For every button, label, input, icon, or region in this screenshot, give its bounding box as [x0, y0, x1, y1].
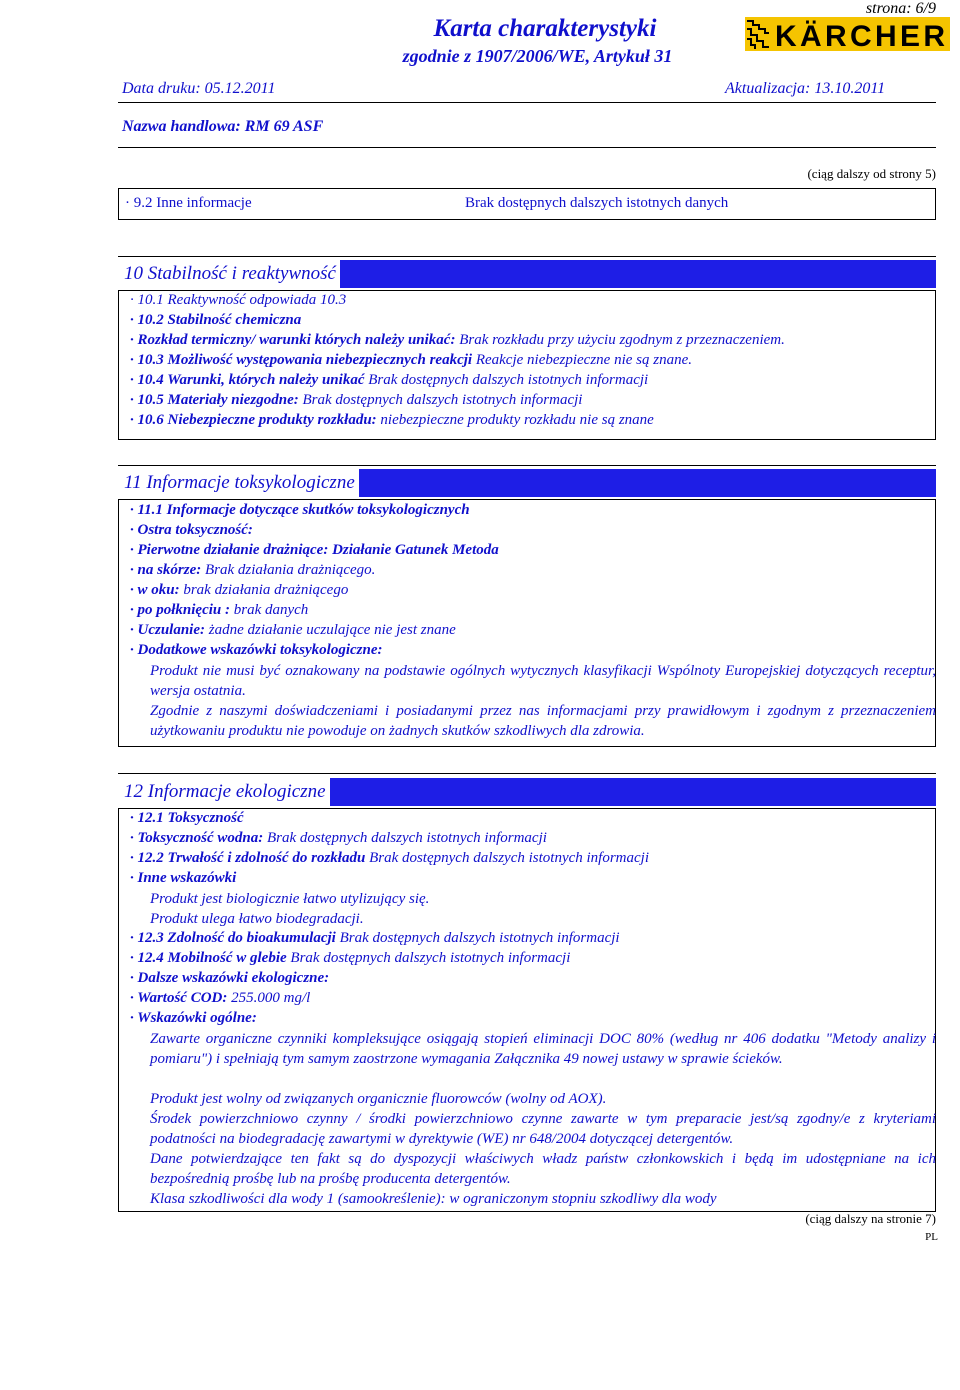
update-date: Aktualizacja: 13.10.2011: [725, 80, 886, 97]
s11-swallow: · po połknięciu : brak danych: [130, 602, 309, 618]
s12-para-1: Produkt jest biologicznie łatwo utylizujący się.: [150, 891, 430, 907]
karcher-logo: [745, 17, 950, 51]
s11-sensitisation: · Uczulanie: żadne działanie uczulające nie jest znane: [130, 622, 456, 638]
s12-toxicity: · 12.1 Toksyczność: [130, 810, 244, 826]
s11-skin: · na skórze: Brak działania drażniącego.: [130, 562, 376, 578]
language-code: PL: [925, 1231, 938, 1243]
s12-para-2: Produkt ulega łatwo biodegradacji.: [150, 911, 364, 927]
document-title: Karta charakterystyki: [433, 15, 657, 42]
s12-mobility: · 12.4 Mobilność w glebie Brak dostępnych dalszych istotnych informacji: [130, 950, 571, 966]
s12-bioaccumulation: · 12.3 Zdolność do bioakumulacji Brak dostępnych dalszych istotnych informacji: [130, 930, 620, 946]
continued-from: (ciąg dalszy od strony 5): [807, 166, 936, 181]
s10-hazard-reactions: · 10.3 Możliwość występowania niebezpiecznych reakcji Reakcje niebezpieczne nie są znane.: [130, 352, 692, 368]
trade-name: Nazwa handlowa: RM 69 ASF: [122, 118, 324, 135]
s12-para-4: Produkt jest wolny od związanych organicznie fluorowców (wolny od AOX).: [150, 1091, 607, 1107]
continued-to: (ciąg dalszy na stronie 7): [805, 1211, 936, 1226]
section-9-2-label: · 9.2 Inne informacje: [125, 195, 252, 211]
s11-irritation: · Pierwotne działanie drażniące: Działanie Gatunek Metoda: [130, 542, 499, 558]
trade-name-divider: [118, 147, 936, 148]
section-9-2-value: Brak dostępnych dalszych istotnych danych: [465, 195, 729, 211]
section-11-header: [118, 469, 936, 497]
section-11-title: 11 Informacje toksykologiczne: [118, 469, 359, 497]
s12-cod: · Wartość COD: 255.000 mg/l: [130, 990, 311, 1006]
s10-conditions: · 10.4 Warunki, których należy unikać Brak dostępnych dalszych istotnych informacji: [130, 372, 649, 388]
section-12-header: [118, 778, 936, 806]
s11-acute: · Ostra toksyczność:: [130, 522, 253, 538]
section-10-title: 10 Stabilność i reaktywność: [118, 260, 340, 288]
s10-decomposition: · 10.6 Niebezpieczne produkty rozkładu: niebezpieczne produkty rozkładu nie są znane: [130, 412, 654, 428]
header-divider: [118, 102, 936, 103]
s10-stability: · 10.2 Stabilność chemiczna: [130, 312, 302, 328]
s10-incompatible: · 10.5 Materiały niezgodne: Brak dostępnych dalszych istotnych informacji: [130, 392, 583, 408]
s11-para-2: Zgodnie z naszymi doświadczeniami i posiadanymi przez nas informacjami przy prawidłowym i zgodnym z przeznaczeniem użytkowaniu produktu nie powoduje on żadnych skutków szkodliwych dla zdrowia.: [150, 703, 936, 739]
s12-para-3: Zawarte organiczne czynniki kompleksujące osiągają stopień eliminacji DOC 80% (według nr 406 dodatku "Metody analizy i pomiaru") i spełniają tym samym zaostrzone wymagania Załącznika 49 nowej ustawy w sprawie ścieków.: [150, 1031, 936, 1067]
s12-aquatic: · Toksyczność wodna: Brak dostępnych dalszych istotnych informacji: [130, 830, 547, 846]
section-11-rule: [118, 465, 936, 466]
s10-thermal: · Rozkład termiczny/ warunki których należy unikać: Brak rozkładu przy użyciu zgodnym z przeznaczeniem.: [130, 332, 785, 348]
s12-para-6: Dane potwierdzające ten fakt są do dyspozycji właściwych władz państw członkowskich i będą im udostępniane na ich bezpośrednią prośbę lub na prośbę producenta detergentów.: [150, 1151, 936, 1187]
s11-info: · 11.1 Informacje dotyczące skutków toksykologicznych: [130, 502, 470, 518]
section-9-2-box: [118, 188, 936, 220]
page-number: strona: 6/9: [865, 0, 936, 17]
document-subtitle: zgodnie z 1907/2006/WE, Artykuł 31: [402, 46, 673, 66]
section-12-rule: [118, 773, 936, 774]
section-10-rule: [118, 256, 936, 257]
section-10-header: [118, 260, 936, 288]
s12-para-7: Klasa szkodliwości dla wody 1 (samookreślenie): w ograniczonym stopniu szkodliwy dla wody: [150, 1191, 717, 1207]
section-12-title: 12 Informacje ekologiczne: [118, 778, 330, 806]
s10-reactivity: · 10.1 Reaktywność odpowiada 10.3: [130, 292, 347, 308]
print-date: Data druku: 05.12.2011: [122, 80, 276, 97]
svg-text:KÄRCHER: KÄRCHER: [775, 20, 945, 51]
s12-persistence: · 12.2 Trwałość i zdolność do rozkładu Brak dostępnych dalszych istotnych informacji: [130, 850, 650, 866]
s11-eye: · w oku: brak działania drażniącego: [130, 582, 349, 598]
s11-para-1: Produkt nie musi być oznakowany na podstawie ogólnych wytycznych klasyfikacji Wspólnoty Europejskiej dotyczących receptur, wersja ostatnia.: [150, 663, 936, 699]
s12-further: · Dalsze wskazówki ekologiczne:: [130, 970, 330, 986]
s12-para-5: Środek powierzchniowo czynny / środki powierzchniowo czynne zawarte w tym preparacie jest/są zgodny/e z kryteriami podatności na biodegradację zawartymi w dyrektywie (WE) nr 648/2004 dotyczącej detergentów.: [150, 1111, 936, 1147]
s12-other: · Inne wskazówki: [130, 870, 237, 886]
s12-general: · Wskazówki ogólne:: [130, 1010, 257, 1026]
s11-additional: · Dodatkowe wskazówki toksykologiczne:: [130, 642, 383, 658]
